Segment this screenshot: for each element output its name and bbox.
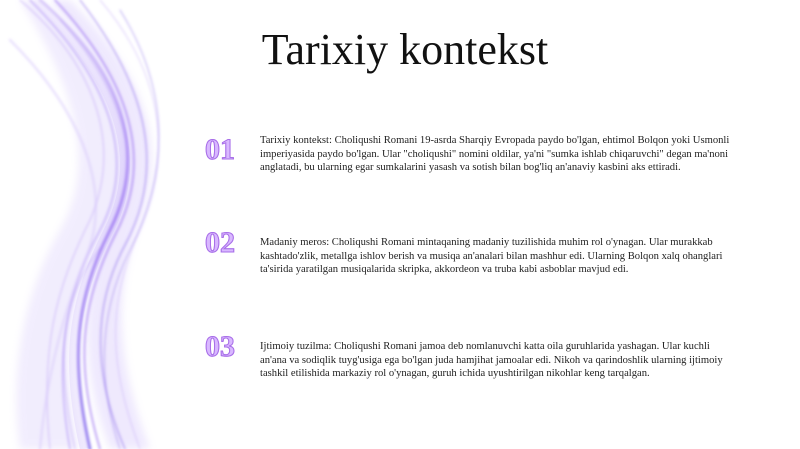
item-text: Madaniy meros: Choliqushi Romani mintaqaning madaniy tuzilishida muhim rol o'ynagan. Ular murakkab kashtado'zlik, metallga ishlov berish va musiqa an'analari bilan mashhur edi. Ularning Bolqon xalq ohanglari ta'sirida yaratilgan musiqalarida skripka, akkordeon va truba kabi asboblar mavjud edi. — [260, 237, 723, 276]
item-number: 01 — [205, 133, 235, 166]
item-number: 03 — [205, 330, 235, 363]
slide-title: Tarixiy kontekst — [261, 25, 549, 74]
item-text: Tarixiy kontekst: Choliqushi Romani 19-asrda Sharqiy Evropada paydo bo'lgan, ehtimol Bolqon yoki Usmonli imperiyasida paydo bo'lgan. Ular "choliqushi" nomini oldilar, ya'ni "sumka ishlab chiqaruvchi" degan ma'noni anglatadi, bu ularning egar sumkalarini yasash va sotish bilan bog'liq an'anaviy kasbini aks ettiradi. — [260, 135, 730, 174]
item-text: Ijtimoiy tuzilma: Choliqushi Romani jamoa deb nomlanuvchi katta oila guruhlarida yashagan. Ular kuchli an'ana va sodiqlik tuyg'usiga ega bo'lgan juda hamjihat jamoalar edi. Nikoh va qarindoshlik ularning ijtimoiy tashkil etilishida markaziy rol o'ynagan, guruh ichida uyushtirilgan nikohlar keng tarqalgan. — [260, 341, 723, 380]
item-number: 02 — [205, 226, 235, 259]
